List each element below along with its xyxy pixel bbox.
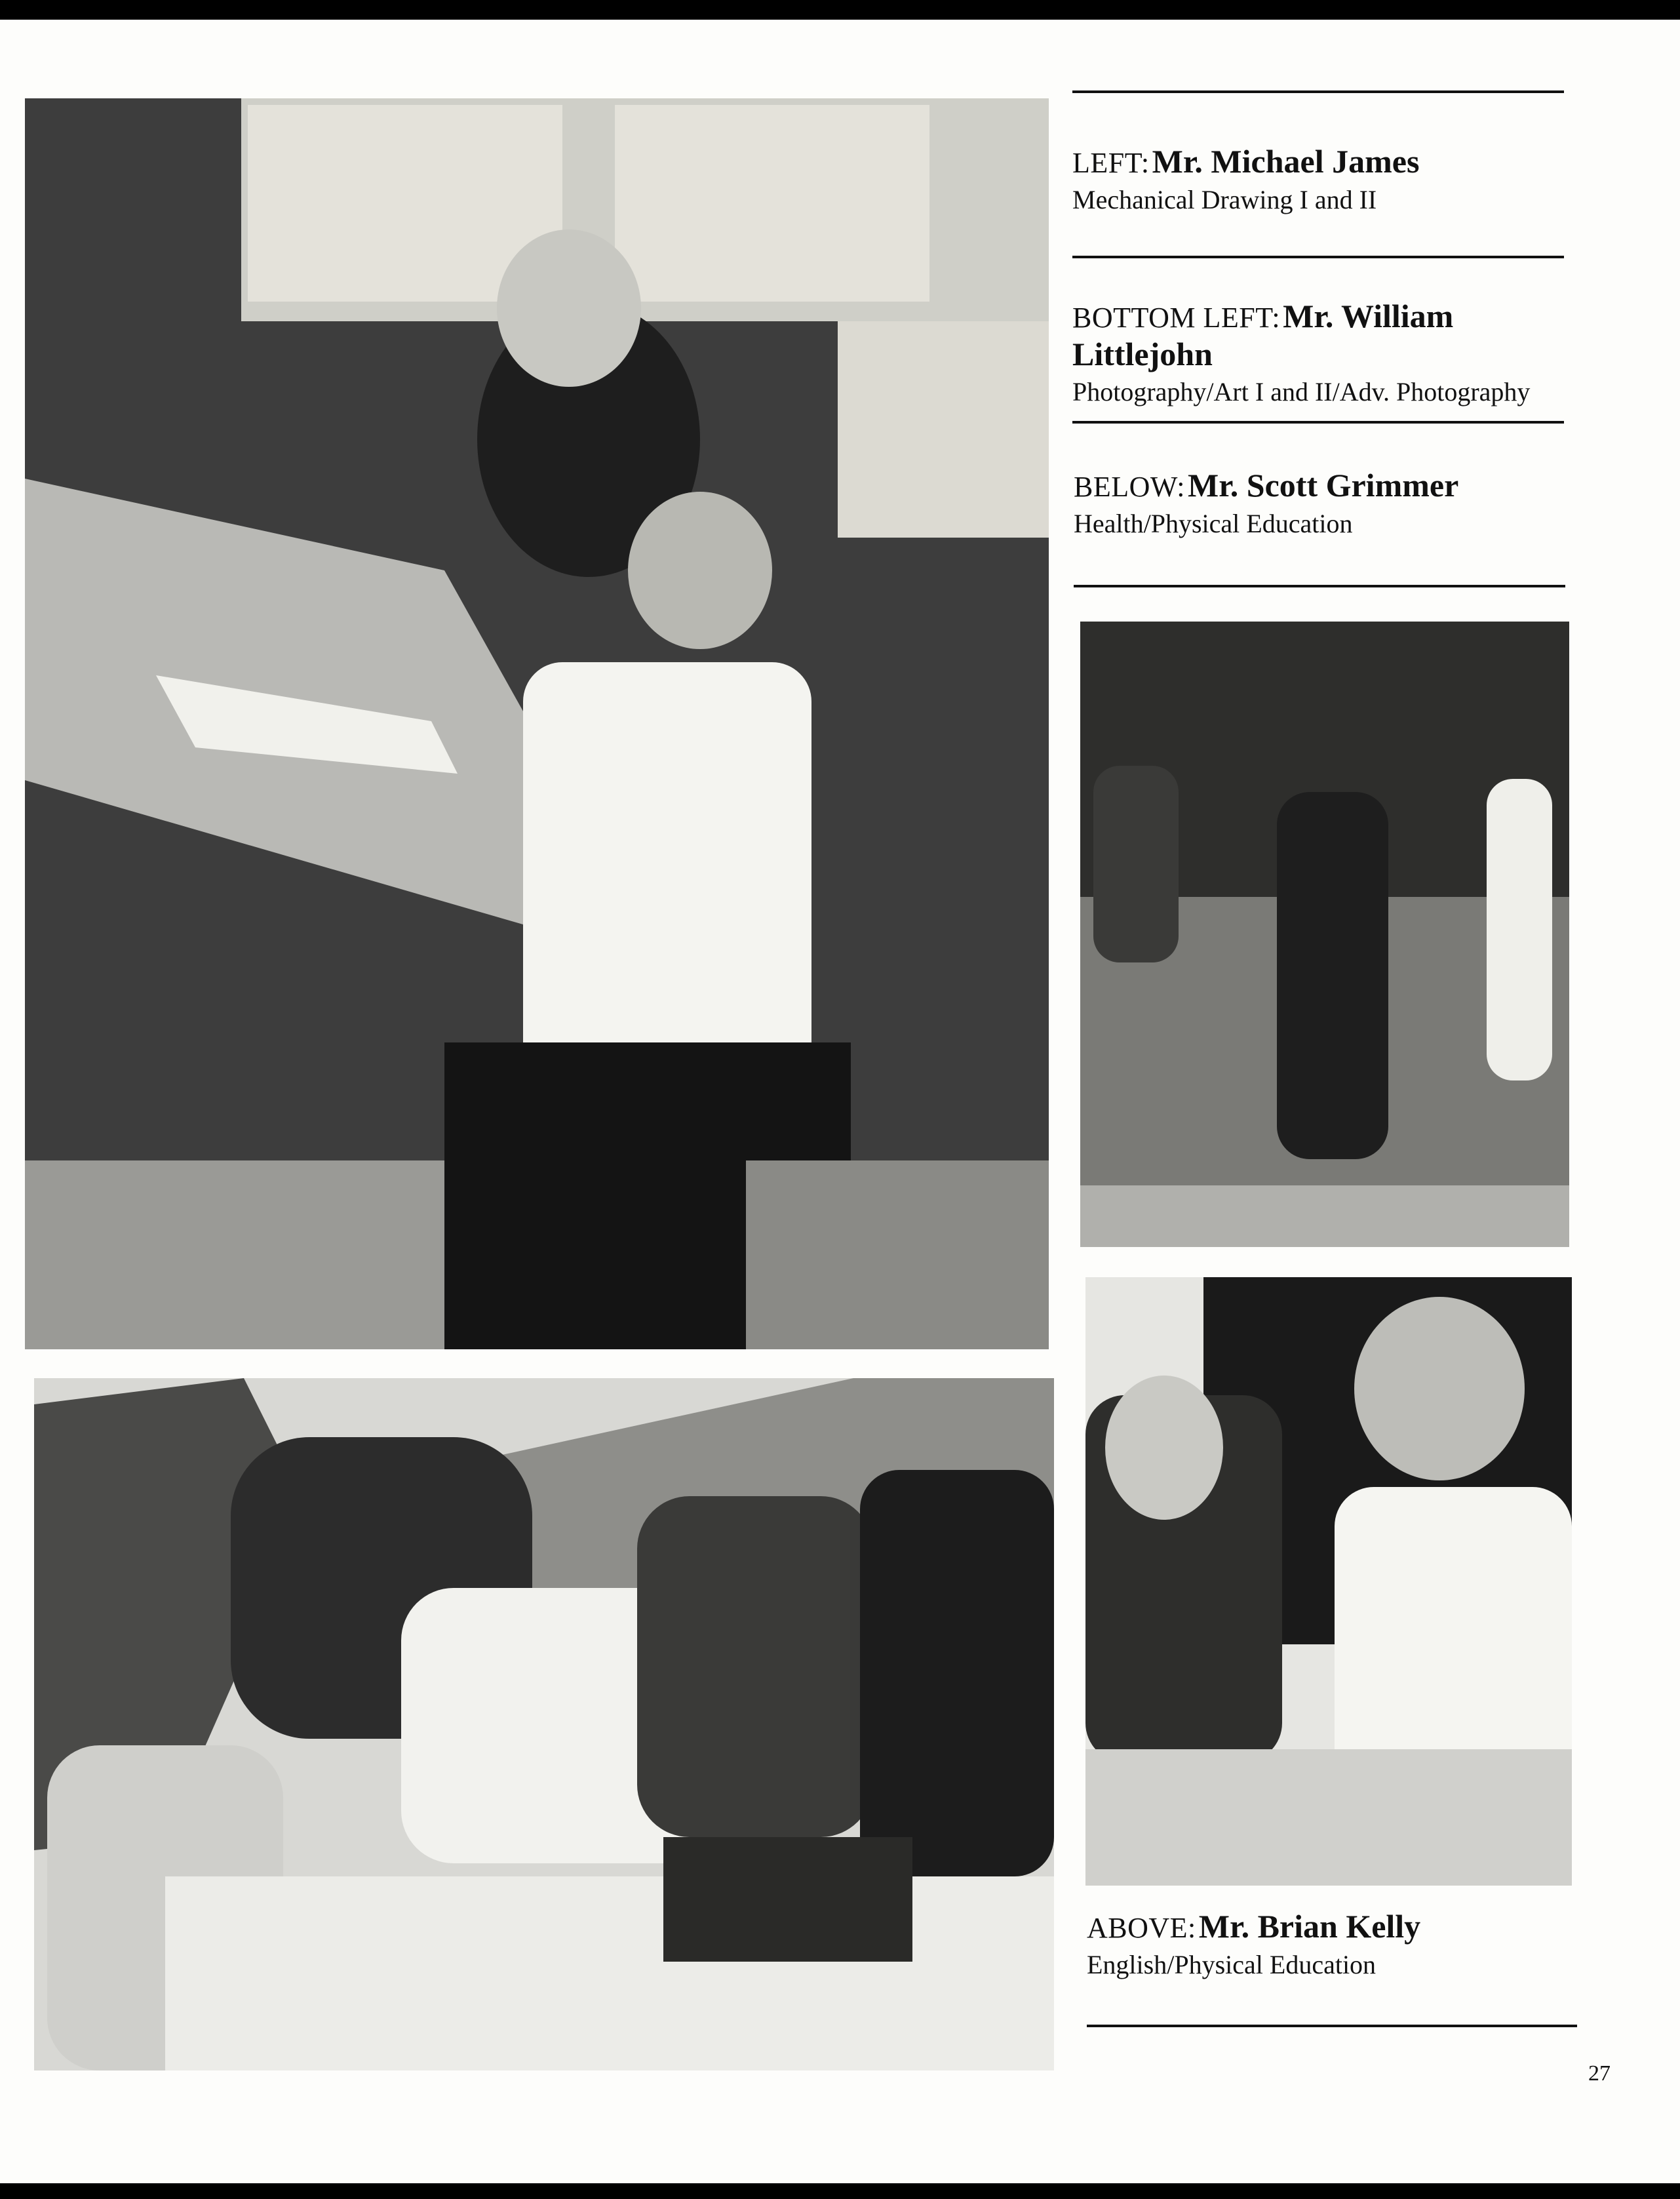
caption-left (1072, 143, 1571, 215)
divider-rule (1072, 421, 1564, 424)
photography-class-photo (34, 1378, 1054, 2070)
divider-rule (1072, 256, 1564, 258)
caption-name: Mr. William Littlejohn (1072, 298, 1454, 372)
english-class-photo (1085, 1277, 1572, 1886)
mechanical-drawing-photo (25, 98, 1049, 1349)
page-number: 27 (1588, 2061, 1611, 2086)
caption-lead: BELOW: (1074, 471, 1185, 503)
caption-above (1087, 1908, 1585, 1980)
physical-education-field-photo (1080, 622, 1569, 1247)
yearbook-page (0, 20, 1680, 2183)
divider-rule (1087, 2025, 1577, 2027)
caption-subject: Mechanical Drawing I and II (1072, 184, 1377, 214)
caption-below (1074, 467, 1572, 539)
caption-subject: Health/Physical Education (1074, 508, 1353, 538)
divider-rule (1074, 585, 1565, 587)
caption-name: Mr. Scott Grimmer (1188, 467, 1459, 504)
caption-lead: LEFT: (1072, 147, 1150, 179)
caption-name: Mr. Brian Kelly (1198, 1908, 1421, 1945)
caption-subject: Photography/Art I and II/Adv. Photography (1072, 377, 1531, 406)
divider-rule (1072, 90, 1564, 93)
caption-lead: ABOVE: (1087, 1912, 1196, 1944)
caption-name: Mr. Michael James (1152, 143, 1420, 180)
caption-subject: English/Physical Education (1087, 1949, 1377, 1979)
caption-bottom-left (1072, 298, 1584, 407)
caption-lead: BOTTOM LEFT: (1072, 302, 1281, 334)
